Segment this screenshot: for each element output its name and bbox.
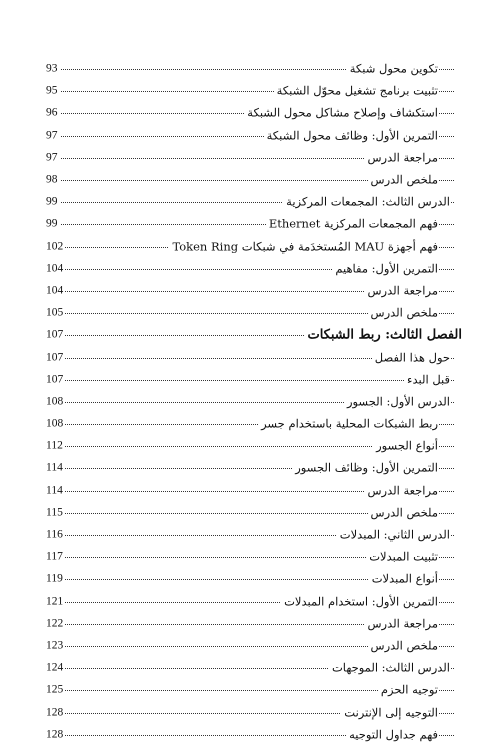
toc-entry-title: مراجعة الدرس: [364, 485, 438, 497]
toc-entry: [46, 635, 462, 657]
toc-entry: [46, 435, 462, 457]
toc-entry: [46, 258, 462, 280]
toc-entry-title: مراجعة الدرس: [364, 285, 438, 297]
toc-entry: [46, 701, 462, 723]
toc-entry-title: حول هذا الفصل: [372, 352, 450, 364]
toc-entry: [46, 280, 462, 302]
toc-page-number: 107: [46, 350, 64, 363]
toc-entry: [46, 568, 462, 590]
toc-entry-title: استكشاف وإصلاح مشاكل محول الشبكة: [244, 108, 438, 120]
toc-page-number: 96: [46, 106, 58, 119]
toc-page-number: 128: [46, 705, 64, 718]
toc-entry-title: ملخص الدرس: [368, 174, 438, 186]
toc-entry-title: التوجيه إلى الإنترنت: [341, 707, 438, 719]
toc-entry-title: فهم جداول التوجيه: [346, 729, 438, 741]
toc-entry: [46, 125, 462, 147]
toc-entry-title: فهم أجهزة MAU المُستخدَمة في شبكات Token Ring: [169, 241, 438, 253]
dot-leader: [54, 380, 454, 381]
toc-entry-title: ملخص الدرس: [368, 507, 438, 519]
toc-page-number: 99: [46, 217, 58, 230]
toc-page-number: 112: [46, 439, 63, 452]
toc-entry: [46, 102, 462, 124]
toc-entry: [46, 613, 462, 635]
toc-entry: [46, 724, 462, 746]
toc-entry: [46, 502, 462, 524]
toc-entry-title: الدرس الثاني: المبدلات: [337, 529, 450, 541]
toc-page-number: 104: [46, 284, 64, 297]
toc-entry-title: الفصل الثالث: ربط الشبكات: [304, 329, 462, 342]
toc-entry-title: التمرين الأول: مفاهيم: [332, 263, 438, 275]
toc-entry: [46, 591, 462, 613]
toc-entry: [46, 58, 462, 80]
toc-page-number: 115: [46, 506, 63, 519]
toc-entry-title: توجيه الحزم: [378, 685, 438, 697]
toc-entry-title: الدرس الأول: الجسور: [344, 396, 450, 408]
toc-page-number: 122: [46, 617, 64, 630]
toc-entry: [46, 657, 462, 679]
toc-entry-title: مراجعة الدرس: [364, 152, 438, 164]
toc-entry: [46, 369, 462, 391]
toc-entry: [46, 191, 462, 213]
toc-page-number: 121: [46, 594, 64, 607]
toc-page-number: 105: [46, 306, 64, 319]
toc-page-number: 114: [46, 461, 63, 474]
toc-entry: [46, 213, 462, 235]
toc-entry-title: أنواع الجسور: [373, 441, 438, 453]
toc-page-number: 107: [46, 328, 64, 341]
toc-entry-title: مراجعة الدرس: [364, 618, 438, 630]
toc-entry: [46, 546, 462, 568]
toc-entry-title: ملخص الدرس: [368, 307, 438, 319]
toc-page-number: 119: [46, 572, 63, 585]
toc-page-number: 97: [46, 151, 58, 164]
toc-page-number: 93: [46, 62, 58, 75]
toc-page-number: 125: [46, 683, 64, 696]
toc-chapter-entry: [46, 324, 462, 346]
toc-page-number: 128: [46, 727, 64, 740]
toc-entry: [46, 346, 462, 368]
toc-page-number: 97: [46, 128, 58, 141]
toc-page-number: 102: [46, 239, 64, 252]
toc-entry-title: قبل البدء: [404, 374, 450, 386]
toc-entry-title: الدرس الثالث: الموجهات: [329, 662, 450, 674]
toc-entry: [46, 480, 462, 502]
toc-entry-title: ملخص الدرس: [368, 640, 438, 652]
toc-entry-title: الدرس الثالث: المجمعات المركزية: [283, 196, 450, 208]
toc-entry: [46, 169, 462, 191]
toc-entry: [46, 80, 462, 102]
toc-entry: [46, 147, 462, 169]
toc-entry-title: التمرين الأول: استخدام المبدلات: [281, 596, 438, 608]
toc-page-number: 104: [46, 262, 64, 275]
toc-entry: [46, 413, 462, 435]
toc-page-number: 108: [46, 395, 64, 408]
toc-entry-title: تثبيت المبدلات: [366, 551, 438, 563]
toc-entry-title: أنواع المبدلات: [369, 574, 438, 586]
toc-page-number: 123: [46, 639, 64, 652]
toc-entry: [46, 457, 462, 479]
toc-page-number: 108: [46, 417, 64, 430]
toc-page-number: 117: [46, 550, 63, 563]
toc-page-number: 95: [46, 84, 58, 97]
toc-entry: [46, 524, 462, 546]
table-of-contents: [46, 58, 462, 746]
toc-page-number: 124: [46, 661, 64, 674]
toc-page-number: 107: [46, 372, 64, 385]
toc-page-number: 99: [46, 195, 58, 208]
toc-entry-title: فهم المجمعات المركزية Ethernet: [266, 219, 438, 231]
toc-entry-title: تثبيت برنامج تشغيل محوّل الشبكة: [274, 86, 438, 98]
toc-entry-title: ربط الشبكات المحلية باستخدام جسر: [258, 418, 438, 430]
toc-entry: [46, 391, 462, 413]
toc-entry-title: التمرين الأول: وظائف الجسور: [292, 463, 438, 475]
toc-page-number: 116: [46, 528, 63, 541]
toc-entry: [46, 679, 462, 701]
toc-entry: [46, 236, 462, 258]
toc-page-number: 98: [46, 173, 58, 186]
toc-page-number: 114: [46, 483, 63, 496]
toc-entry: [46, 302, 462, 324]
toc-entry-title: تكوين محول شبكة: [347, 63, 438, 75]
toc-entry-title: التمرين الأول: وظائف محول الشبكة: [264, 130, 438, 142]
